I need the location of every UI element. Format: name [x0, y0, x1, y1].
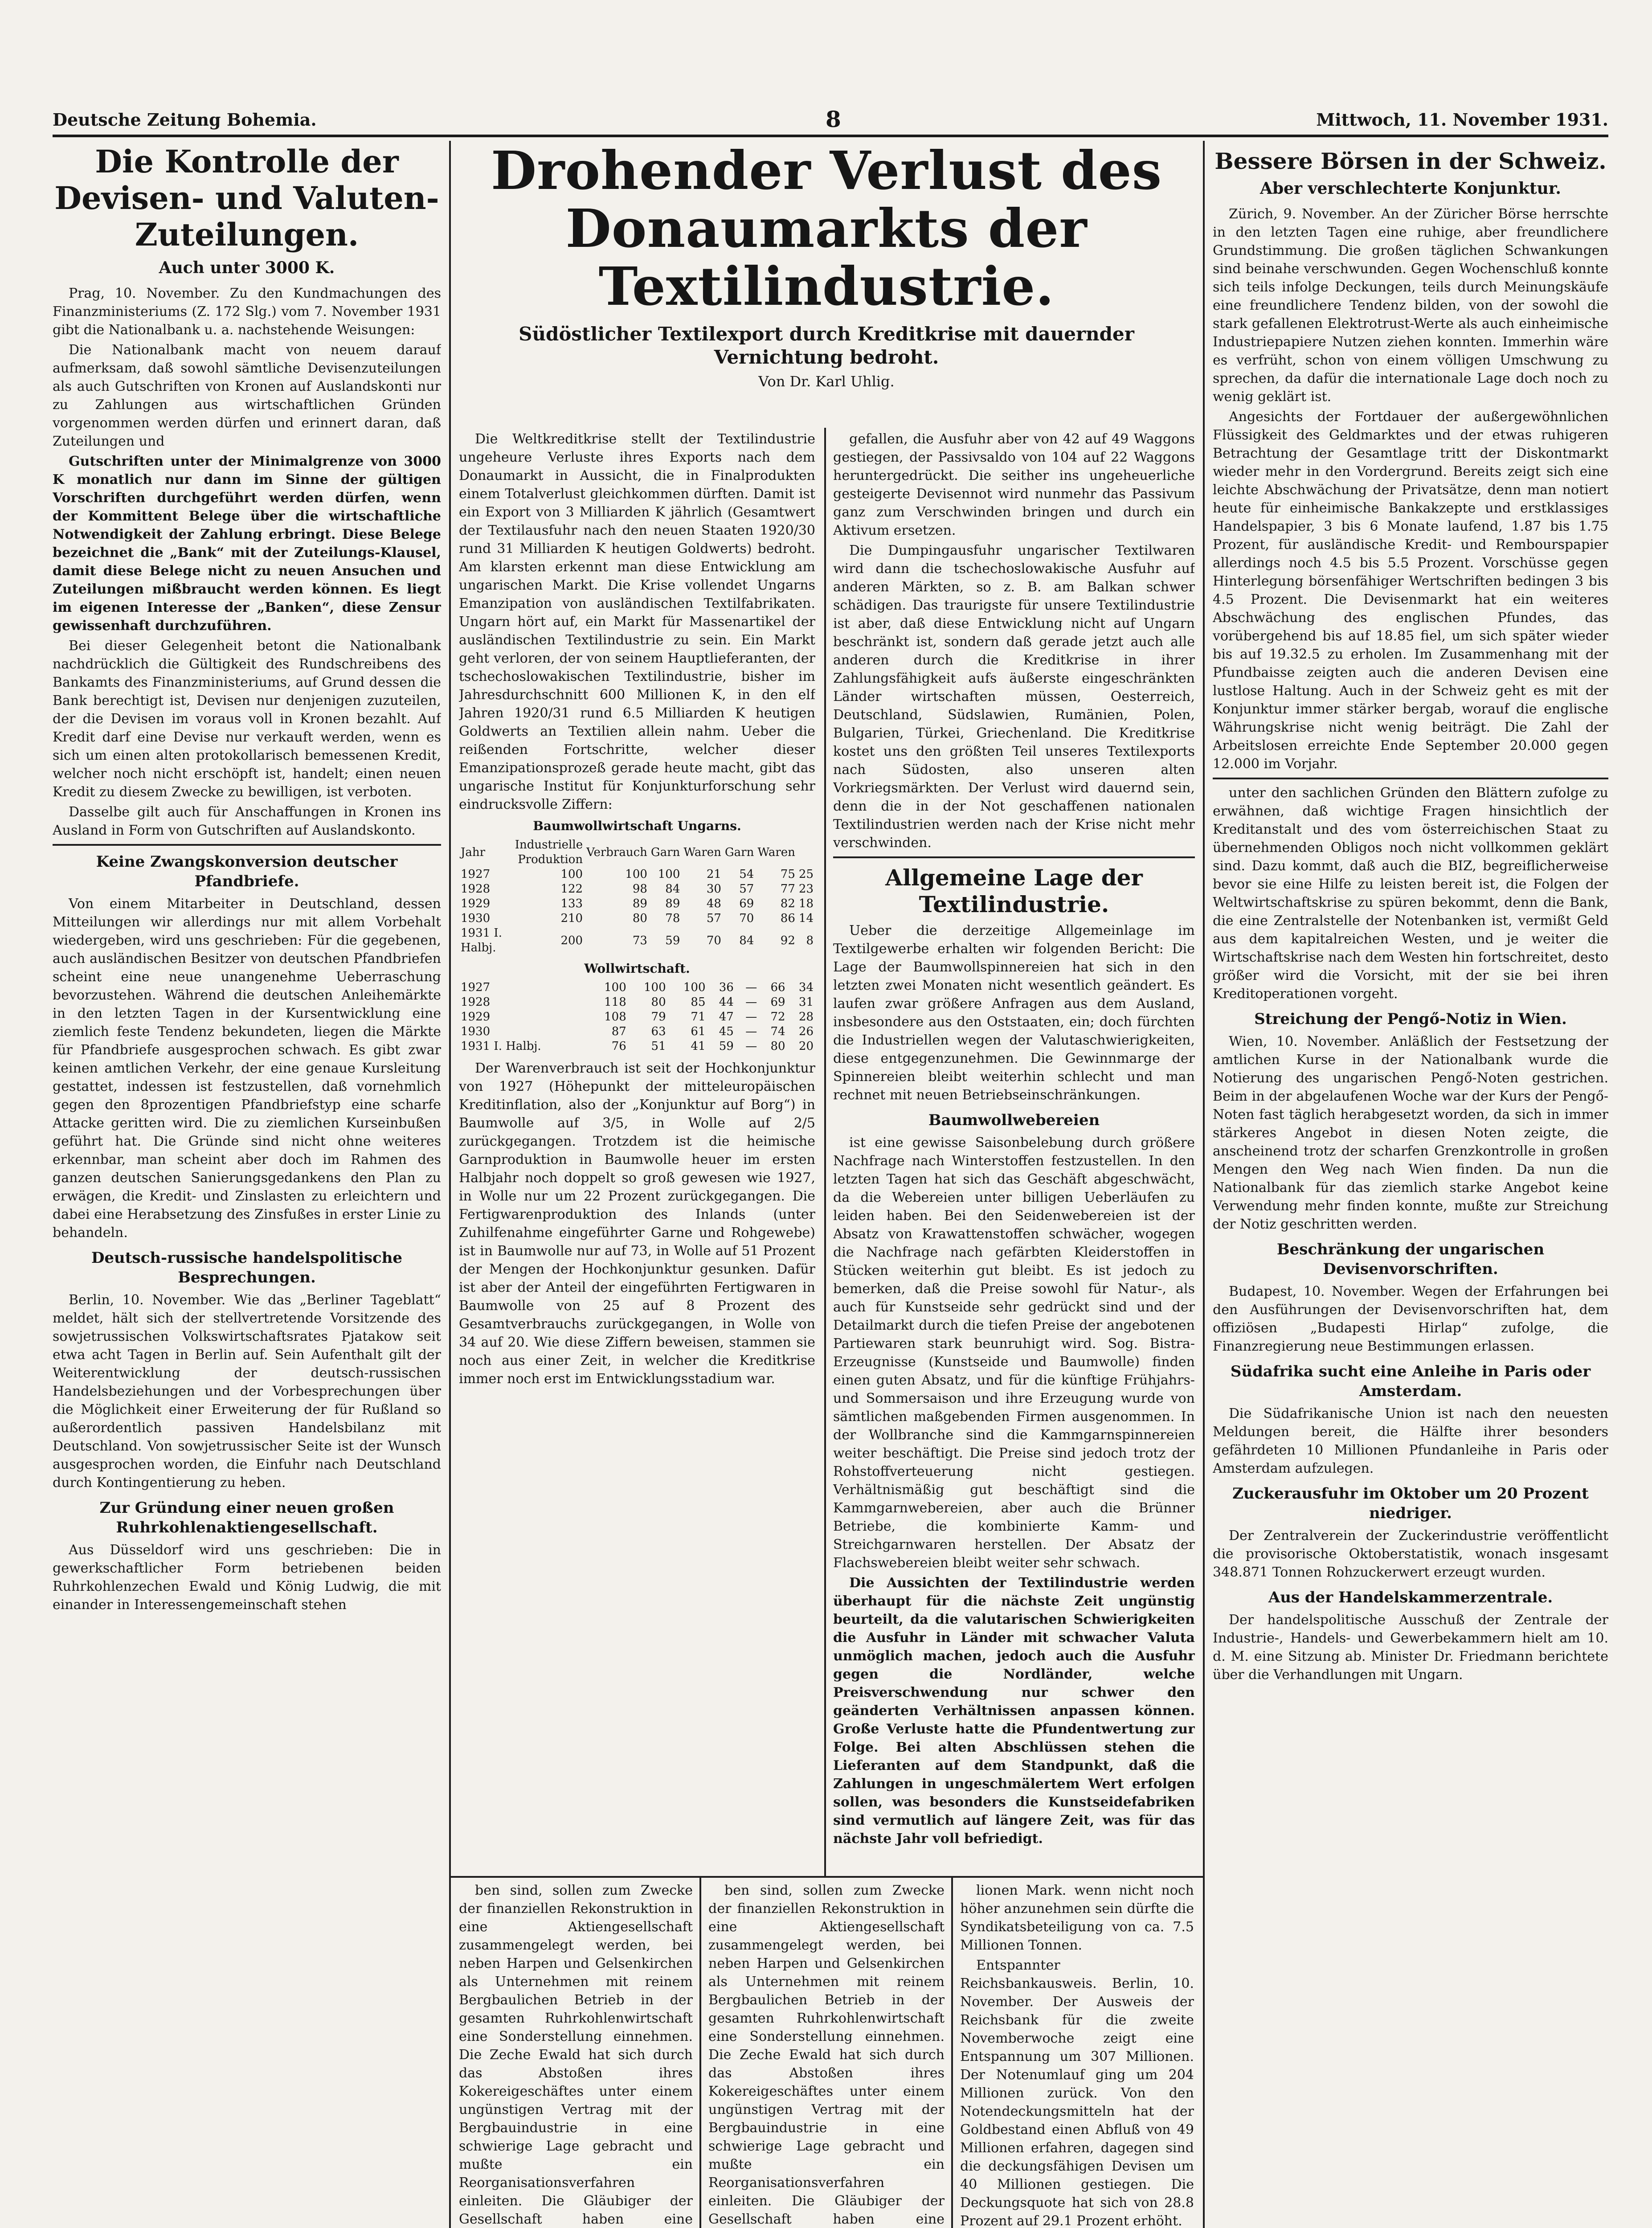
table-row	[459, 995, 815, 1010]
page-number: 8	[826, 106, 841, 132]
byline: Von Dr. Karl Uhlig.	[758, 373, 895, 390]
page-header	[53, 106, 1608, 137]
column-rule	[449, 141, 451, 2228]
table-header: Garn	[650, 845, 680, 859]
section-heading: Südafrika sucht eine Anleihe in Paris oder Amsterdam.	[1230, 1363, 1591, 1400]
bottom-column-1	[459, 1881, 693, 2228]
table-cell: 41	[691, 1040, 706, 1053]
table-cell: —	[745, 1025, 757, 1038]
bottom-column-2	[708, 1881, 945, 2228]
table-row	[459, 1024, 815, 1039]
table-row	[459, 867, 815, 882]
table-cell: —	[745, 1040, 757, 1053]
table-cell: —	[745, 981, 757, 994]
table-cell: 66	[770, 981, 785, 994]
table-cell: 57	[706, 912, 721, 925]
table-cell: 84	[665, 882, 680, 896]
table-cell: 72	[770, 1010, 785, 1024]
table-cell: 20	[798, 1040, 814, 1053]
paragraph: Prag, 10. November. Zu den Kundmachungen des Finanzministeriums (Z. 172 Slg.) vom 7. November 1931 gibt die Nationalbank u. a. nachstehende Weisungen:	[53, 286, 441, 338]
table-cell: 69	[739, 897, 754, 910]
table-cell: 92	[780, 934, 795, 947]
table-cell: 63	[651, 1025, 666, 1038]
table-cell: 77	[780, 882, 795, 896]
table-cell: 1927	[461, 868, 491, 881]
paragraph: Angesichts der Fortdauer der außergewöhnlichen Flüssigkeit des Geldmarktes und der etwas ruhigeren Betrachtung der Gesamtlage tritt der Diskontmarkt wieder mehr in den Vordergrund. Bereits zeigt sich eine leichte Abschwächung der Privatsätze, denn man notiert heute für einheimische Bankakzepte und erstklassiges Handelspapier, 3 bis 6 Monate laufend, 1.87 bis 1.75 Prozent, für ausländische Kredit- und Rembourspapier allerdings noch 4.5 bis 5.5 Prozent. Vorschüsse gegen Hinterlegung börsenfähiger Wertschriften bedingen 3 bis 4.5 Prozent. Die Devisenmarkt hat ein weiteres Abschwächung des englischen Pfundes, das vorübergehend bis auf 18.85 fiel, um sich später wieder bis auf 19.32.5 zu erholen. Im Zusammenhang mit der Pfundbaisse zeigten auch die anderen Devisen eine lustlose Haltung. Auch in der Schweiz geht es mit der Konjunktur immer stärker bergab, worauf die englische Währungskrise nicht wenig beiträgt. Die Zahl der Arbeitslosen erreichte Ende September 20.000 gegen 12.000 im Vorjahr.	[1213, 409, 1608, 772]
table-cell: 85	[691, 995, 706, 1009]
article-kicker: Aber verschlechterte Konjunktur.	[1260, 179, 1561, 198]
table-cell: 59	[665, 934, 680, 947]
paragraph: Von einem Mitarbeiter in Deutschland, dessen Mitteilungen wir allerdings nur mit allem Vorbehalt wiedergeben, wird uns geschrieben: Für die gegebenen, auch ausländischen Besitzer von deutschen Pfandbriefen scheint eine neue unangenehme Ueberraschung bevorzustehen. Während die deutschen Anleihemärkte in den letzten Tagen in der Kursentwicklung eine ziemlich feste Tendenz bekundeten, liegen die Märkte für Pfandbriefe ausgesprochen schwach. Es gibt zwar keinen amtlichen Verkehr, der eine genaue Kursleitung gestattet, indessen ist festzustellen, daß vornehmlich gegen den 8prozentigen Pfandbriefstyp eine scharfe Attacke geritten wird. Die zu ziemlichen Kurseinbußen geführt hat. Die Gründe sind nicht ohne weiteres erkennbar, man scheint aber doch im Rahmen des ganzen deutschen Sanierungsgedankens den Plan zu erwägen, die Kredit- und Zinslasten zu erleichtern und dabei eine Herabsetzung des Zinsfußes in erster Linie zu behandeln.	[53, 896, 441, 1241]
table-cell: 84	[739, 934, 754, 947]
section-heading: Deutsch-russische handelspolitische Besprechungen.	[91, 1249, 403, 1286]
table-cell: 86	[780, 912, 795, 925]
paragraph: Gutschriften unter der Minimalgrenze von 3000 K monatlich nur dann im Sinne der gültigen Vorschriften durchgeführt werden dürfen, wenn der Kommittent Belege über die wirtschaftliche Notwendigkeit der Zahlung erbringt. Diese Belege bezeichnet die „Bank“ mit der Zuteilungs-Klausel, damit diese Belege nicht zu neuen Ansuchen und Zuteilungen mißbraucht werden können. Es liegt im eigenen Interesse der „Banken“, diese Zensur gewissenhaft durchzuführen.	[53, 454, 441, 634]
paragraph: Bei dieser Gelegenheit betont die Nationalbank nachdrücklich die Gültigkeit des Rundschreibens des Bankamts des Finanzministeriums, auf Grund dessen die Bank berechtigt ist, Devisen nur denjenigen zuzuteilen, der die Devisen im voraus voll in Kronen bezahlt. Auf Kredit darf eine Devise nur verkauft werden, wenn es sich um einen alten protokollarisch bemessenen Kredit, welcher noch nicht erschöpft ist, handelt; einen neuen Kredit zu diesem Zwecke zu bewilligen, ist verboten.	[53, 638, 441, 800]
table-cell: 1929	[461, 897, 491, 910]
table-cell: 1930	[461, 1025, 491, 1038]
section-heading: Keine Zwangskonversion deutscher Pfandbriefe.	[96, 853, 398, 890]
table-title: Baumwollwirtschaft Ungarns.	[533, 819, 741, 833]
paragraph: Die Weltkreditkrise stellt der Textilindustrie ungeheure Verluste ihres Exports nach dem Donaumarkt in Aussicht, die in Finalprodukten einem Totalverlust gleichkommen dürften. Damit ist ein Export von 3 Milliarden K jährlich (Gesamtwert der Textilausfuhr nach den neuen Staaten 1920/30 rund 31 Milliarden K heutigen Goldwerts) bedroht. Am klarsten erkennt man diese Entwicklung am ungarischen Markt. Die Krise vollendet Ungarns Emanzipation von ausländischen Textilfabrikaten. Ungarn hört auf, ein Markt für Massenartikel der ausländischen Textilindustrie zu sein. Ein Markt geht verloren, der von seinem Hauptlieferanten, der tschechoslowakischen Textilindustrie, bisher im Jahresdurchschnitt 600 Millionen K, in den elf Jahren 1920/31 rund 6.5 Milliarden K heutigen Goldwerts an Textilien allein nahm. Ueber die reißenden Fortschritte, welcher dieser Emanzipationsprozeß gerade heute macht, gibt das ungarische Institut für Konjunkturforschung sehr eindrucksvolle Ziffern:	[459, 431, 815, 812]
table-cell: 78	[665, 912, 680, 925]
table-cell: 100	[604, 981, 626, 994]
table-cell: 45	[719, 1025, 734, 1038]
table-header: Verbrauch	[586, 845, 647, 859]
paragraph: Zürich, 9. November. An der Züricher Börse herrschte in den letzten Tagen eine ruhige, aber freundlichere Grundstimmung. Die großen täglichen Schwankungen sind beinahe verschwunden. Gegen Wochenschluß konnte sich teils infolge Deckungen, teils durch Meinungskäufe eine freundlichere Tendenz bilden, von der sowohl die stark gefallenen Elektrotrust-Werte als auch einheimische Industriepapiere Nutzen ziehen konnten. Immerhin wäre es verfrüht, schon von einem völligen Umschwung zu sprechen, da dafür die internationale Lage doch noch zu wenig geklärt ist.	[1213, 206, 1608, 405]
table-row	[459, 1010, 815, 1024]
table-cell: 80	[632, 912, 647, 925]
table-row	[459, 980, 815, 995]
table-cell: 89	[665, 897, 680, 910]
table-header: Industrielle Produktion	[515, 838, 583, 866]
table-cell: 14	[798, 912, 814, 925]
table-title: Wollwirtschaft.	[584, 961, 690, 976]
cotton-table	[459, 838, 815, 955]
table-cell: 210	[560, 912, 583, 925]
table-cell: 82	[780, 897, 795, 910]
table-cell: 57	[739, 882, 754, 896]
column-rule	[824, 428, 826, 1876]
main-headline: Drohender Verlust des Donaumarkts der Textilindustrie.	[491, 142, 1162, 317]
table-row	[459, 911, 815, 926]
table-header: Waren	[683, 845, 721, 859]
divider	[53, 844, 441, 846]
wool-table	[459, 980, 815, 1054]
table-cell: 74	[770, 1025, 785, 1038]
section-rule	[449, 1876, 1205, 1878]
table-cell: 1928	[461, 882, 491, 896]
table-cell: 98	[632, 882, 647, 896]
paragraph: ben sind, sollen zum Zwecke der finanziellen Rekonstruktion in eine Aktiengesellschaft zusammengelegt werden, bei neben Harpen und Gelsenkirchen als Unternehmen mit reinem Bergbaulichen Betrieb in der gesamten Ruhrkohlenwirtschaft eine Sonderstellung einnehmen. Die Zeche Ewald hat sich durch das Abstoßen ihres Kokereigeschäftes unter einem ungünstigen Vertrag mit der Bergbauindustrie in eine schwierige Lage gebracht und mußte ein Reorganisationsverfahren einleiten. Die Gläubiger der Gesellschaft haben eine	[459, 1883, 693, 2227]
paragraph: Ueber die derzeitige Allgemeinlage im Textilgewerbe erhalten wir folgenden Bericht: Die Lage der Baumwollspinnereien hat sich in den letzten zwei Monaten nicht wesentlich geändert. Es laufen zwar größere Anfragen aus dem Ausland, insbesondere aus den Oststaaten, ein; doch fürchten die Industriellen wegen der Valutaschwierigkeiten, diese entgegenzunehmen. Die Gewinnmarge der Spinnereien bleibt weiterhin schlecht und man rechnet mit neuen Betriebseinschränkungen.	[833, 923, 1195, 1103]
paragraph: Budapest, 10. November. Wegen der Erfahrungen bei den Ausführungen der Devisenvorschriften hat, dem offiziösen „Budapesti Hirlap“ zufolge, die Finanzregierung neue Bestimmungen erlassen.	[1213, 1284, 1608, 1354]
section-heading: Allgemeine Lage der Textilindustrie.	[885, 864, 1143, 917]
section-heading: Beschränkung der ungarischen Devisenvorschriften.	[1276, 1241, 1545, 1278]
table-cell: 8	[806, 934, 814, 947]
table-cell: 44	[719, 995, 734, 1009]
table-cell: 108	[604, 1010, 626, 1024]
table-cell: 87	[611, 1025, 626, 1038]
column-rule	[1203, 141, 1205, 2228]
table-cell: 80	[770, 1040, 785, 1053]
center-column-b	[833, 430, 1195, 1873]
table-cell: 48	[706, 897, 721, 910]
column-rule	[951, 1878, 953, 2228]
table-row	[459, 926, 815, 955]
table-cell: 1927	[461, 981, 491, 994]
table-cell: 28	[798, 1010, 814, 1024]
article-title: Bessere Börsen in der Schweiz.	[1214, 148, 1607, 174]
table-header: Waren	[757, 845, 795, 859]
table-cell: 100	[683, 981, 706, 994]
table-cell: 1929	[461, 1010, 491, 1024]
table-cell: 100	[644, 981, 666, 994]
paragraph: Die Aussichten der Textilindustrie werden überhaupt für die nächste Zeit ungünstig beurteilt, da die valutarischen Schwierigkeiten die Ausfuhr in Länder mit schwacher Valuta unmöglich machen, jedoch auch die Ausfuhr gegen die Nordländer, welche Preisverschwendung nur schwer den geänderten Verhältnissen anpassen können. Große Verluste hatte die Pfundentwertung zur Folge. Bei alten Abschlüssen stehen die Lieferanten auf dem Standpunkt, daß die Zahlungen in ungeschmälertem Wert erfolgen sollen, was besonders die Kunstseidefabriken sind vermutlich auf längere Zeit, was für das nächste Jahr voll befriedigt.	[833, 1575, 1195, 1847]
table-row	[459, 1039, 815, 1054]
column-left	[53, 142, 441, 2228]
table-cell: 51	[651, 1040, 666, 1053]
paragraph: Die Nationalbank macht von neuem darauf aufmerksam, daß sowohl sämtliche Devisenzuteilungen als auch Gutschriften von Kronen auf Auslandskonti nur zu Zahlungen aus wirtschaftlichen Gründen vorgenommen werden dürfen und erinnert daran, daß Zuteilungen und	[53, 342, 441, 449]
table-cell: 71	[691, 1010, 706, 1024]
section-heading: Zur Gründung einer neuen großen Ruhrkohlenaktiengesellschaft.	[99, 1499, 394, 1536]
table-cell: 61	[691, 1025, 706, 1038]
paragraph: Entspannter Reichsbankausweis. Berlin, 10. November. Der Ausweis der Reichsbank für die zweite Novemberwoche zeigt eine Entspannung um 307 Millionen. Der Notenumlauf ging um 204 Millionen zurück. Von den Notendeckungsmitteln hat der Goldbestand einen Abfluß von 49 Millionen erfahren, dagegen sind die deckungsfähigen Devisen um 40 Millionen gestiegen. Die Deckungsquote hat sich von 28.8 Prozent auf 29.1 Prozent erhöht.	[960, 1958, 1194, 2228]
paragraph: ben sind, sollen zum Zwecke der finanziellen Rekonstruktion in eine Aktiengesellschaft zusammengelegt werden, bei neben Harpen und Gelsenkirchen als Unternehmen mit reinem Bergbaulichen Betrieb in der gesamten Ruhrkohlenwirtschaft eine Sonderstellung einnehmen. Die Zeche Ewald hat sich durch das Abstoßen ihres Kokereigeschäftes unter einem ungünstigen Vertrag mit der Bergbauindustrie in eine schwierige Lage gebracht und mußte ein Reorganisationsverfahren einleiten. Die Gläubiger der Gesellschaft haben eine	[708, 1883, 945, 2227]
issue-date: Mittwoch, 11. November 1931.	[1316, 110, 1608, 130]
paragraph: Wien, 10. November. Anläßlich der Festsetzung der amtlichen Kurse in der Nationalbank wurde die Notierung des ungarischen Pengő-Noten gestrichen. Beim in der abgelaufenen Woche war der Kurs der Pengő-Noten fast täglich herabgesetzt worden, da sich in immer stärkeres Angebot in diesen Noten zeigte, die anscheinend trotz der scharfen Grenzkontrolle in großen Mengen den Weg nach Wien finden. Da nun die Nationalbank für das ziemlich starke Angebot keine Verwendung mehr finden konnte, mußte zur Streichung der Notiz geschritten werden.	[1213, 1034, 1608, 1232]
center-column-a	[459, 430, 815, 1873]
table-cell: 75	[780, 868, 795, 881]
table-cell: 1928	[461, 995, 491, 1009]
table-cell: 73	[632, 934, 647, 947]
paragraph: Der Warenverbrauch ist seit der Hochkonjunktur von 1927 (Höhepunkt der mitteleuropäischen Kreditinflation, also der „Konjunktur auf Borg“) in Baumwolle auf 3/5, in Wolle auf 2/5 zurückgegangen. Trotzdem ist die heimische Garnproduktion in Baumwolle heuer im ersten Halbjahr noch doppelt so groß gewesen wie 1927, in Wolle nur um 22 Prozent zurückgegangen. Die Fertigwarenproduktion des Inlands (unter Zuhilfenahme eingeführter Garne und Rohgewebe) ist in Baumwolle nur auf 73, in Wolle auf 51 Prozent der Mengen der Hochkonjunktur gesunken. Dafür ist aber der Anteil der eingeführten Fertigwaren in Baumwolle von 25 auf 8 Prozent des Gesamtverbrauchs zurückgegangen, in Wolle von 34 auf 20. Wie diese Ziffern beweisen, stammen sie noch aus einer Zeit, in welcher die Kreditkrise immer noch erst im Entwicklungsstadium war.	[459, 1061, 815, 1387]
table-cell: 100	[625, 868, 647, 881]
table-cell: 36	[719, 981, 734, 994]
table-cell: 54	[739, 868, 754, 881]
article-title: Die Kontrolle der Devisen- und Valuten-Zuteilungen.	[54, 143, 439, 253]
table-cell: 133	[560, 897, 583, 910]
table-cell: 122	[560, 882, 583, 896]
table-cell: 69	[770, 995, 785, 1009]
paragraph: Der handelspolitische Ausschuß der Zentrale der Industrie-, Handels- und Gewerbekammern hielt am 10. d. M. eine Sitzung ab. Minister Dr. Friedmann berichtete über die Verhandlungen mit Ungarn.	[1213, 1612, 1608, 1683]
article-kicker: Auch unter 3000 K.	[159, 258, 335, 277]
paragraph: unter den sachlichen Gründen den Blättern zufolge zu erwähnen, daß wichtige Fragen hinsichtlich der Kreditanstalt und des vom österreichischen Staat zu übernehmenden Obligos noch nicht vollkommen geklärt sind. Dazu kommt, daß auch die BIZ, begreiflicherweise bevor sie eine Hilfe zu leisten bereit ist, die Folgen der Weltwirtschaftskrise zu spüren bekommt, denn die Bank, die eine Zentralstelle der Notenbanken ist, vermißt Geld aus dem kapitalreichen Westen, und je weiter die Wirtschaftskrise nach dem Westen hin fortschreitet, desto größer wird die Vorsicht, mit der sie bei ihren Kreditoperationen vorgeht.	[1213, 785, 1608, 1002]
table-cell: 100	[560, 868, 583, 881]
table-header: Jahr	[461, 845, 486, 859]
section-heading: Aus der Handelskammerzentrale.	[1268, 1589, 1553, 1606]
divider	[1213, 778, 1608, 779]
paragraph: Die Dumpingausfuhr ungarischer Textilwaren wird dann die tschechoslowakische Ausfuhr auf anderen Märkten, so z. B. am Balkan schwer schädigen. Das traurigste für unsere Textilindustrie ist aber, daß diese Entwicklung nicht auf Ungarn beschränkt ist, sondern daß gerade jetzt auch alle anderen durch die Kreditkrise in ihrer Zahlungsfähigkeit aufs äußerste eingeschränkten Länder wirtschaften müssen, Oesterreich, Deutschland, Südslawien, Rumänien, Polen, Bulgarien, Türkei, Griechenland. Die Kreditkrise kostet uns den größten Teil unseres Textilexports nach Südosten, also unseren alten Vorkriegsmärkten. Der Verlust wird dauernd sein, denn die in der Not geschaffenen nationalen Textilindustrien werden nach der Krise nicht mehr verschwinden.	[833, 543, 1195, 851]
table-cell: 1931 I. Halbj.	[461, 1040, 541, 1053]
column-rule	[699, 1878, 701, 2228]
table-cell: 47	[719, 1010, 734, 1024]
divider	[833, 856, 1195, 858]
table-cell: 25	[798, 868, 814, 881]
section-heading: Baumwollwebereien	[928, 1111, 1100, 1129]
table-cell: 1930	[461, 912, 491, 925]
table-row	[459, 882, 815, 897]
table-cell: 80	[651, 995, 666, 1009]
table-cell: 23	[798, 882, 814, 896]
main-subtitle: Südöstlicher Textilexport durch Kreditkrise mit dauernder Vernichtung bedroht.	[519, 323, 1134, 368]
table-cell: 100	[658, 868, 680, 881]
table-cell: 79	[651, 1010, 666, 1024]
paragraph: gefallen, die Ausfuhr aber von 42 auf 49 Waggons gestiegen, der Passivsaldo von 104 auf 22 Waggons heruntergedrückt. Die seither ins ungeheuerliche gesteigerte Devisennot wird nunmehr das Passivum ganz zum Verschwinden bringen und durch ein Aktivum ersetzen.	[833, 431, 1195, 538]
paragraph: Berlin, 10. November. Wie das „Berliner Tageblatt“ meldet, hält sich der stellvertretende Vorsitzende des sowjetrussischen Volkswirtschaftsrates Pjatakow seit etwa acht Tagen in Berlin auf. Sein Aufenthalt gilt der Weiterentwicklung der deutsch-russischen Handelsbeziehungen und der Vorbesprechungen über die Möglichkeit einer Erweiterung der für Rußland so außerordentlich passiven Handelsbilanz mit Deutschland. Von sowjetrussischer Seite ist der Wunsch ausgesprochen worden, die Einfuhr nach Deutschland durch Kontingentierung zu heben.	[53, 1292, 441, 1491]
table-cell: 18	[798, 897, 814, 910]
paragraph: lionen Mark. wenn nicht noch höher anzunehmen sein dürfte die Syndikatsbeteiligung von ca. 7.5 Millionen Tonnen.	[960, 1883, 1194, 1953]
paragraph: ist eine gewisse Saisonbelebung durch größere Nachfrage nach Winterstoffen festzustellen. In den letzten Tagen hat sich das Geschäft abgeschwächt, da die Webereien unter billigen Ueberläufen zu leiden haben. Bei den Seidenwebereien ist der Absatz von Krawattenstoffen schwächer, wogegen die Nachfrage nach gefärbten Kleiderstoffen in Stücken weiterhin gut bleibt. Es ist jedoch zu bemerken, daß die Preise sowohl für Natur-, als auch für Kunstseide sehr gedrückt sind und der Detailmarkt durch die tiefen Preise der angebotenen Partiewaren stark beunruhigt wird. Sog. Bistra-Erzeugnisse (Kunstseide und Baumwolle) finden einen guten Absatz, und für die künftige Frühjahrs- und Sommersaison und ihre Erzeugung wurde von sämtlichen maßgebenden Firmen ausgenommen. In der Wollbranche sind die Kammgarnspinnereien weiter beschäftigt. Die Preise sind jedoch trotz der Rohstoffverteuerung nicht gestiegen. Verhältnismäßig gut beschäftigt sind die Kammgarnwebereien, aber auch die Brünner Betriebe, die kombinierte Kamm- und Streichgarnwaren herstellen. Der Absatz der Flachswebereien bleibt weiter sehr schwach.	[833, 1135, 1195, 1571]
bottom-column-3	[960, 1881, 1194, 2228]
section-heading: Streichung der Pengő-Notiz in Wien.	[1254, 1010, 1567, 1028]
newspaper-name: Deutsche Zeitung Bohemia.	[53, 110, 317, 130]
table-cell: 118	[604, 995, 626, 1009]
table-cell: 1931 I. Halbj.	[461, 926, 502, 954]
section-heading: Zuckerausfuhr im Oktober um 20 Prozent niedriger.	[1232, 1485, 1589, 1522]
table-cell: 26	[798, 1025, 814, 1038]
table-cell: 76	[611, 1040, 626, 1053]
table-cell: —	[745, 995, 757, 1009]
column-right	[1213, 142, 1608, 2228]
table-row	[459, 897, 815, 911]
table-cell: 70	[706, 934, 721, 947]
table-cell: 31	[798, 995, 814, 1009]
table-cell: 34	[798, 981, 814, 994]
table-cell: 89	[632, 897, 647, 910]
center-headline-block	[459, 142, 1194, 427]
table-cell: 30	[706, 882, 721, 896]
table-cell: 59	[719, 1040, 734, 1053]
table-cell: 21	[706, 868, 721, 881]
paragraph: Der Zentralverein der Zuckerindustrie veröffentlicht die provisorische Oktoberstatistik, wonach insgesamt 348.871 Tonnen Rohzuckerwert erzeugt wurden.	[1213, 1528, 1608, 1580]
paragraph: Aus Düsseldorf wird uns geschrieben: Die in gewerkschaftlicher Form betriebenen beiden Ruhrkohlenzechen Ewald und König Ludwig, die mit einander in Interessengemeinschaft stehen	[53, 1542, 441, 1613]
table-header: Garn	[724, 845, 754, 859]
table-cell: 200	[560, 934, 583, 947]
table-cell: —	[745, 1010, 757, 1024]
paragraph: Dasselbe gilt auch für Anschaffungen in Kronen ins Ausland in Form von Gutschriften auf Auslandskonto.	[53, 804, 441, 838]
paragraph: Die Südafrikanische Union ist nach den neuesten Meldungen bereit, die Hälfte ihrer besonders gefährdeten 10 Millionen Pfundanleihe in Paris oder Amsterdam aufzulegen.	[1213, 1406, 1608, 1476]
table-cell: 70	[739, 912, 754, 925]
